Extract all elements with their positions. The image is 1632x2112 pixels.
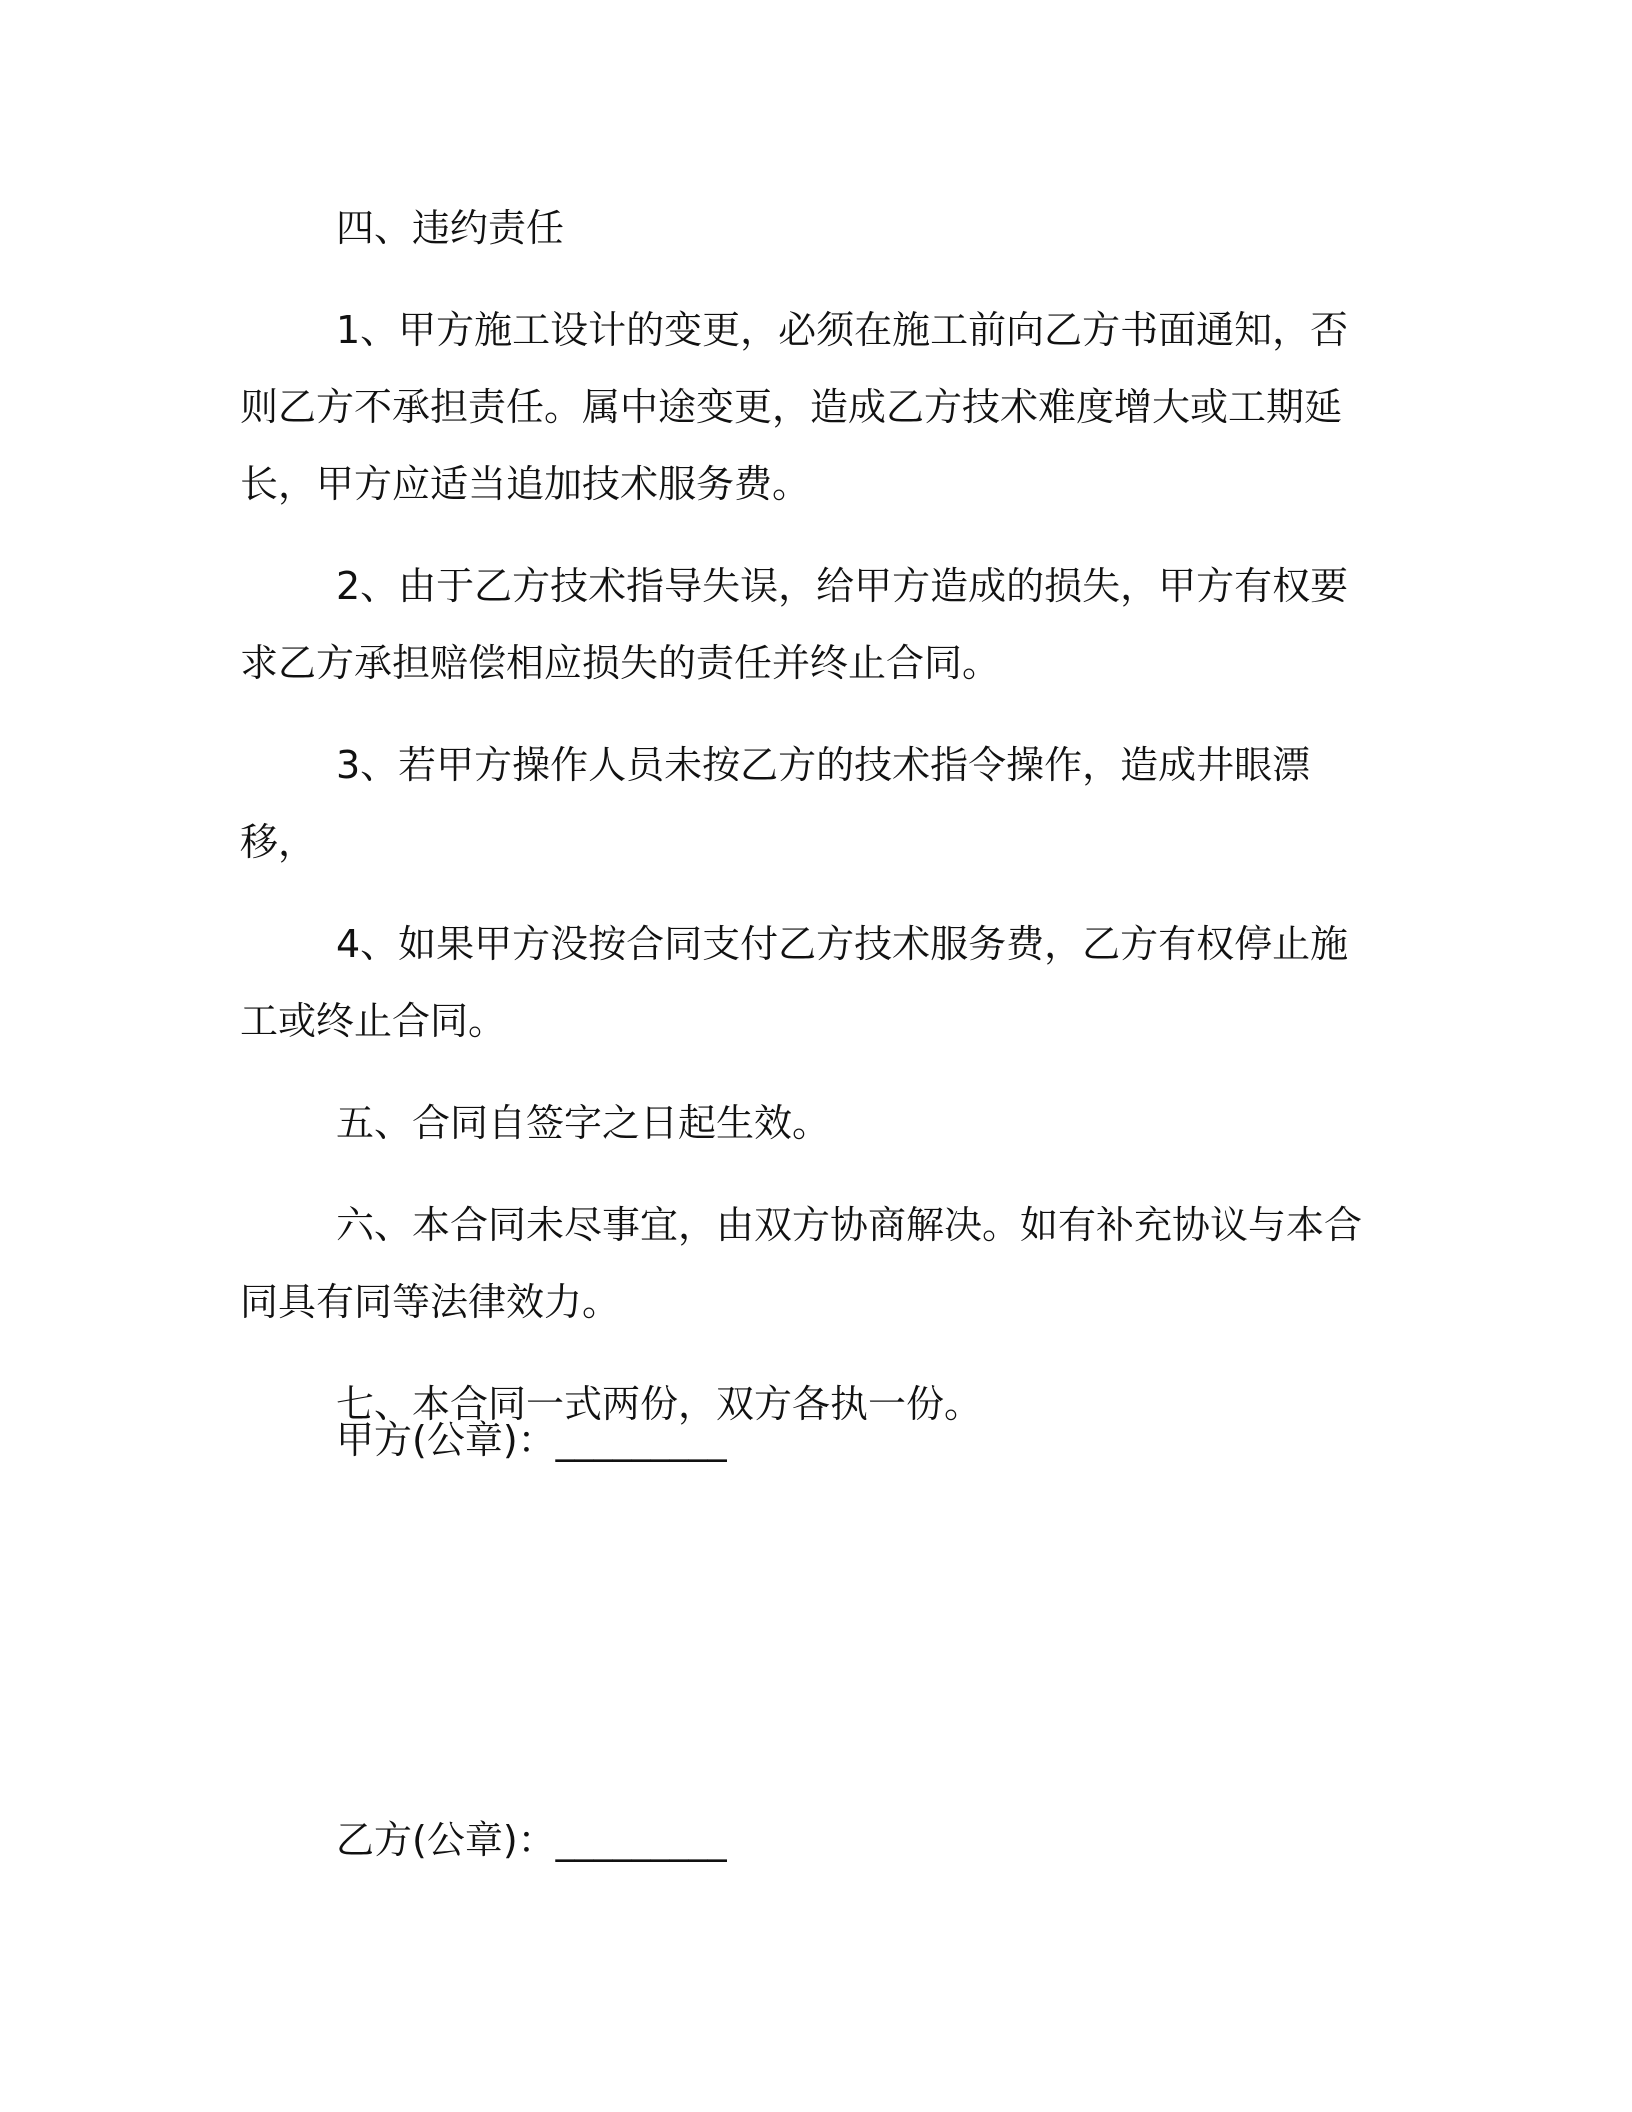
section-effective-date: 五、合同自签字之日起生效。 (336, 1101, 831, 1145)
section-unresolved-matters: 六、本合同未尽事宜，由双方协商解决。如有补充协议与本合同具有同等法律效力。 (240, 1203, 1363, 1324)
section-copies: 七、本合同一式两份，双方各执一份。 (336, 1382, 983, 1426)
clause-2: 2、由于乙方技术指导失误，给甲方造成的损失，甲方有权要求乙方承担赔偿相应损失的责任并终止合同。 (240, 564, 1349, 685)
party-a-signature-line: 甲方(公章)：_________ (336, 1418, 727, 1462)
party-b-signature-line: 乙方(公章)：_________ (336, 1818, 727, 1862)
clause-4: 4、如果甲方没按合同支付乙方技术服务费，乙方有权停止施工或终止合同。 (240, 922, 1349, 1043)
clause-3: 3、若甲方操作人员未按乙方的技术指令操作，造成井眼漂移， (240, 743, 1311, 864)
contract-body (240, 190, 1380, 1443)
clause-1: 1、甲方施工设计的变更，必须在施工前向乙方书面通知，否则乙方不承担责任。属中途变更，造成乙方技术难度增大或工期延长，甲方应适当追加技术服务费。 (240, 308, 1349, 506)
section-heading-breach: 四、违约责任 (336, 206, 565, 250)
